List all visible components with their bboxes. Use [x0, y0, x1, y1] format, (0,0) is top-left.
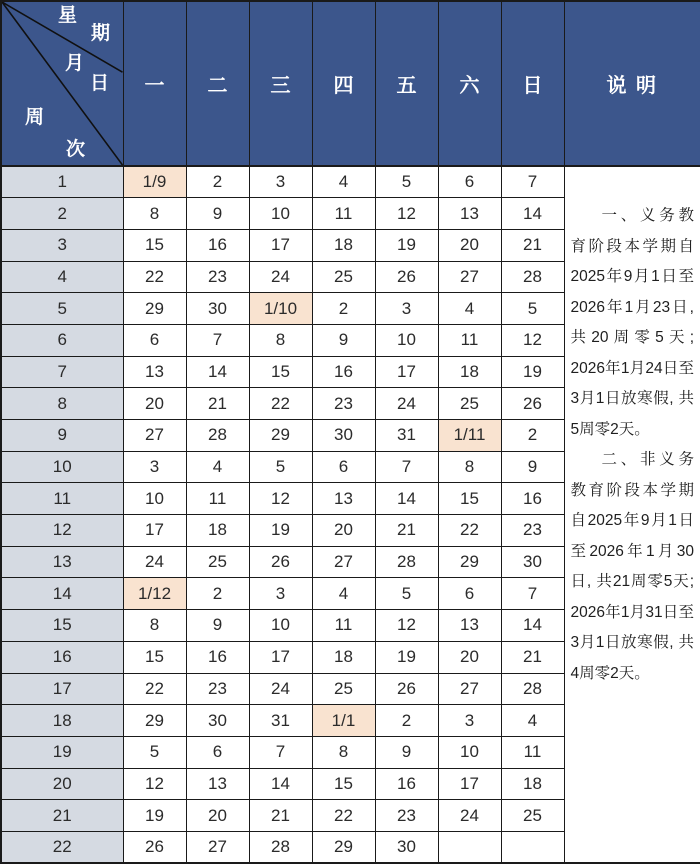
- date-cell: 12: [375, 198, 438, 230]
- date-cell: 17: [375, 356, 438, 388]
- date-cell: 3: [375, 293, 438, 325]
- date-cell: 9: [501, 451, 564, 483]
- date-cell: 4: [438, 293, 501, 325]
- date-cell: 17: [249, 229, 312, 261]
- date-cell: 8: [123, 198, 186, 230]
- date-cell: 13: [438, 198, 501, 230]
- date-cell: 19: [123, 800, 186, 832]
- date-cell: 8: [249, 324, 312, 356]
- week-number-cell: 19: [1, 736, 123, 768]
- week-number-cell: 9: [1, 420, 123, 452]
- date-cell: 9: [375, 736, 438, 768]
- week-number-cell: 12: [1, 515, 123, 547]
- header-row: [1, 1, 700, 166]
- week-number-cell: 2: [1, 198, 123, 230]
- date-cell: 20: [438, 641, 501, 673]
- corner-week-char: 周: [25, 107, 45, 128]
- date-cell: 13: [438, 610, 501, 642]
- date-cell: 6: [438, 578, 501, 610]
- date-cell: 15: [312, 768, 375, 800]
- week-number-cell: 3: [1, 229, 123, 261]
- date-cell: 13: [123, 356, 186, 388]
- date-cell: 7: [501, 578, 564, 610]
- date-cell: 15: [123, 229, 186, 261]
- date-cell: 2: [312, 293, 375, 325]
- date-cell: 21: [375, 515, 438, 547]
- date-cell: 18: [501, 768, 564, 800]
- date-cell: 23: [501, 515, 564, 547]
- date-cell: 15: [123, 641, 186, 673]
- date-cell: 23: [186, 261, 249, 293]
- week-number-cell: 15: [1, 610, 123, 642]
- date-cell: 18: [312, 641, 375, 673]
- date-cell: 6: [123, 324, 186, 356]
- date-cell: 28: [501, 261, 564, 293]
- date-cell: 29: [123, 293, 186, 325]
- date-cell: 10: [438, 736, 501, 768]
- date-cell: 5: [375, 166, 438, 198]
- date-cell: 10: [249, 198, 312, 230]
- date-cell: 22: [249, 388, 312, 420]
- date-cell: 26: [501, 388, 564, 420]
- date-cell: 24: [249, 261, 312, 293]
- month-start-date-cell: 1/10: [249, 293, 312, 325]
- date-cell: 4: [312, 166, 375, 198]
- date-cell: 6: [312, 451, 375, 483]
- date-cell: 30: [501, 546, 564, 578]
- date-cell: 26: [375, 673, 438, 705]
- date-cell: 9: [186, 610, 249, 642]
- date-cell: 30: [375, 831, 438, 863]
- date-cell: 25: [312, 261, 375, 293]
- date-cell: 13: [186, 768, 249, 800]
- date-cell: 4: [312, 578, 375, 610]
- date-cell: 28: [375, 546, 438, 578]
- date-cell: 3: [249, 578, 312, 610]
- date-cell: 12: [123, 768, 186, 800]
- date-cell: 20: [438, 229, 501, 261]
- date-cell: 31: [375, 420, 438, 452]
- week-number-cell: 8: [1, 388, 123, 420]
- date-cell: 13: [312, 483, 375, 515]
- date-cell: 18: [312, 229, 375, 261]
- corner-day-char: 日: [90, 73, 110, 94]
- date-cell: 27: [438, 261, 501, 293]
- date-cell: 3: [123, 451, 186, 483]
- date-cell: 11: [186, 483, 249, 515]
- date-cell: 27: [312, 546, 375, 578]
- date-cell: 26: [375, 261, 438, 293]
- date-cell: 17: [123, 515, 186, 547]
- date-cell: 15: [438, 483, 501, 515]
- date-cell: [501, 831, 564, 863]
- date-cell: 25: [312, 673, 375, 705]
- date-cell: 30: [186, 705, 249, 737]
- date-cell: 5: [375, 578, 438, 610]
- date-cell: 25: [186, 546, 249, 578]
- date-cell: 4: [501, 705, 564, 737]
- week-number-cell: 1: [1, 166, 123, 198]
- date-cell: 15: [249, 356, 312, 388]
- day-header-fri: 五: [375, 1, 438, 166]
- week-number-cell: 4: [1, 261, 123, 293]
- corner-month-char: 月: [65, 53, 85, 74]
- date-cell: 20: [312, 515, 375, 547]
- date-cell: 25: [501, 800, 564, 832]
- week-number-cell: 20: [1, 768, 123, 800]
- date-cell: 14: [375, 483, 438, 515]
- date-cell: 3: [438, 705, 501, 737]
- day-header-sat: 六: [438, 1, 501, 166]
- date-cell: 18: [438, 356, 501, 388]
- date-cell: 22: [123, 673, 186, 705]
- date-cell: 12: [501, 324, 564, 356]
- corner-weekday-char-2: 期: [91, 23, 111, 44]
- date-cell: 6: [186, 736, 249, 768]
- date-cell: 5: [123, 736, 186, 768]
- date-cell: 29: [249, 420, 312, 452]
- date-cell: 29: [438, 546, 501, 578]
- week-number-cell: 13: [1, 546, 123, 578]
- date-cell: 28: [501, 673, 564, 705]
- date-cell: 24: [123, 546, 186, 578]
- date-cell: 2: [186, 166, 249, 198]
- date-cell: 21: [186, 388, 249, 420]
- date-cell: 23: [312, 388, 375, 420]
- date-cell: 24: [438, 800, 501, 832]
- date-cell: 22: [312, 800, 375, 832]
- date-cell: 2: [501, 420, 564, 452]
- week-number-cell: 14: [1, 578, 123, 610]
- date-cell: 17: [438, 768, 501, 800]
- month-start-date-cell: 1/1: [312, 705, 375, 737]
- day-header-tue: 二: [186, 1, 249, 166]
- date-cell: [438, 831, 501, 863]
- month-start-date-cell: 1/11: [438, 420, 501, 452]
- week-number-cell: 21: [1, 800, 123, 832]
- date-cell: 19: [501, 356, 564, 388]
- date-cell: 11: [501, 736, 564, 768]
- date-cell: 28: [249, 831, 312, 863]
- date-cell: 8: [312, 736, 375, 768]
- date-cell: 20: [123, 388, 186, 420]
- date-cell: 26: [249, 546, 312, 578]
- date-cell: 3: [249, 166, 312, 198]
- date-cell: 14: [186, 356, 249, 388]
- date-cell: 7: [186, 324, 249, 356]
- month-start-date-cell: 1/12: [123, 578, 186, 610]
- day-header-wed: 三: [249, 1, 312, 166]
- date-cell: 5: [249, 451, 312, 483]
- date-cell: 19: [249, 515, 312, 547]
- note-paragraph: 二、非义务教育阶段本学期自2025年9月1日至2026年1月30日, 共21周零5天; 2026年1月31日至3月1日放寒假, 共4周零2天。: [570, 451, 694, 682]
- date-cell: 21: [249, 800, 312, 832]
- date-cell: 8: [123, 610, 186, 642]
- date-cell: 14: [501, 198, 564, 230]
- date-cell: 27: [123, 420, 186, 452]
- date-cell: 22: [438, 515, 501, 547]
- day-header-thu: 四: [312, 1, 375, 166]
- date-cell: 19: [375, 229, 438, 261]
- date-cell: 21: [501, 229, 564, 261]
- corner-index-char: 次: [66, 139, 86, 160]
- week-number-cell: 18: [1, 705, 123, 737]
- date-cell: 16: [375, 768, 438, 800]
- date-cell: 6: [438, 166, 501, 198]
- date-cell: 7: [249, 736, 312, 768]
- date-cell: 24: [249, 673, 312, 705]
- note-paragraph: 一、义务教育阶段本学期自2025年9月1日至2026年1月23日, 共20周零5天; 2026年1月24日至3月1日放寒假, 共5周零2天。: [570, 207, 694, 438]
- date-cell: 10: [375, 324, 438, 356]
- date-cell: 14: [501, 610, 564, 642]
- date-cell: 16: [312, 356, 375, 388]
- date-cell: 29: [312, 831, 375, 863]
- week-number-cell: 17: [1, 673, 123, 705]
- date-cell: 10: [249, 610, 312, 642]
- week-number-cell: 22: [1, 831, 123, 863]
- date-cell: 12: [375, 610, 438, 642]
- week-number-cell: 7: [1, 356, 123, 388]
- calendar-week-row: [1, 166, 700, 198]
- date-cell: 2: [186, 578, 249, 610]
- date-cell: 16: [186, 229, 249, 261]
- calendar-body: [1, 166, 700, 863]
- day-header-sun: 日: [501, 1, 564, 166]
- date-cell: 9: [312, 324, 375, 356]
- week-number-cell: 5: [1, 293, 123, 325]
- week-number-cell: 11: [1, 483, 123, 515]
- week-number-cell: 6: [1, 324, 123, 356]
- date-cell: 30: [186, 293, 249, 325]
- date-cell: 18: [186, 515, 249, 547]
- month-start-date-cell: 1/9: [123, 166, 186, 198]
- week-number-cell: 16: [1, 641, 123, 673]
- date-cell: 23: [375, 800, 438, 832]
- date-cell: 27: [186, 831, 249, 863]
- date-cell: 5: [501, 293, 564, 325]
- date-cell: 16: [186, 641, 249, 673]
- date-cell: 20: [186, 800, 249, 832]
- date-cell: 2: [375, 705, 438, 737]
- notes-cell: [564, 166, 700, 863]
- date-cell: 28: [186, 420, 249, 452]
- date-cell: 11: [312, 198, 375, 230]
- date-cell: 10: [123, 483, 186, 515]
- notes-header: 说 明: [564, 1, 700, 166]
- date-cell: 27: [438, 673, 501, 705]
- date-cell: 29: [123, 705, 186, 737]
- date-cell: 17: [249, 641, 312, 673]
- date-cell: 7: [501, 166, 564, 198]
- date-cell: 21: [501, 641, 564, 673]
- day-header-mon: 一: [123, 1, 186, 166]
- date-cell: 14: [249, 768, 312, 800]
- date-cell: 12: [249, 483, 312, 515]
- date-cell: 7: [375, 451, 438, 483]
- date-cell: 11: [312, 610, 375, 642]
- date-cell: 22: [123, 261, 186, 293]
- corner-header-cell: [1, 1, 123, 166]
- date-cell: 9: [186, 198, 249, 230]
- date-cell: 30: [312, 420, 375, 452]
- date-cell: 19: [375, 641, 438, 673]
- corner-weekday-char-1: 星: [58, 5, 78, 26]
- date-cell: 24: [375, 388, 438, 420]
- date-cell: 23: [186, 673, 249, 705]
- date-cell: 25: [438, 388, 501, 420]
- week-number-cell: 10: [1, 451, 123, 483]
- date-cell: 26: [123, 831, 186, 863]
- date-cell: 11: [438, 324, 501, 356]
- date-cell: 4: [186, 451, 249, 483]
- date-cell: 31: [249, 705, 312, 737]
- date-cell: 8: [438, 451, 501, 483]
- date-cell: 16: [501, 483, 564, 515]
